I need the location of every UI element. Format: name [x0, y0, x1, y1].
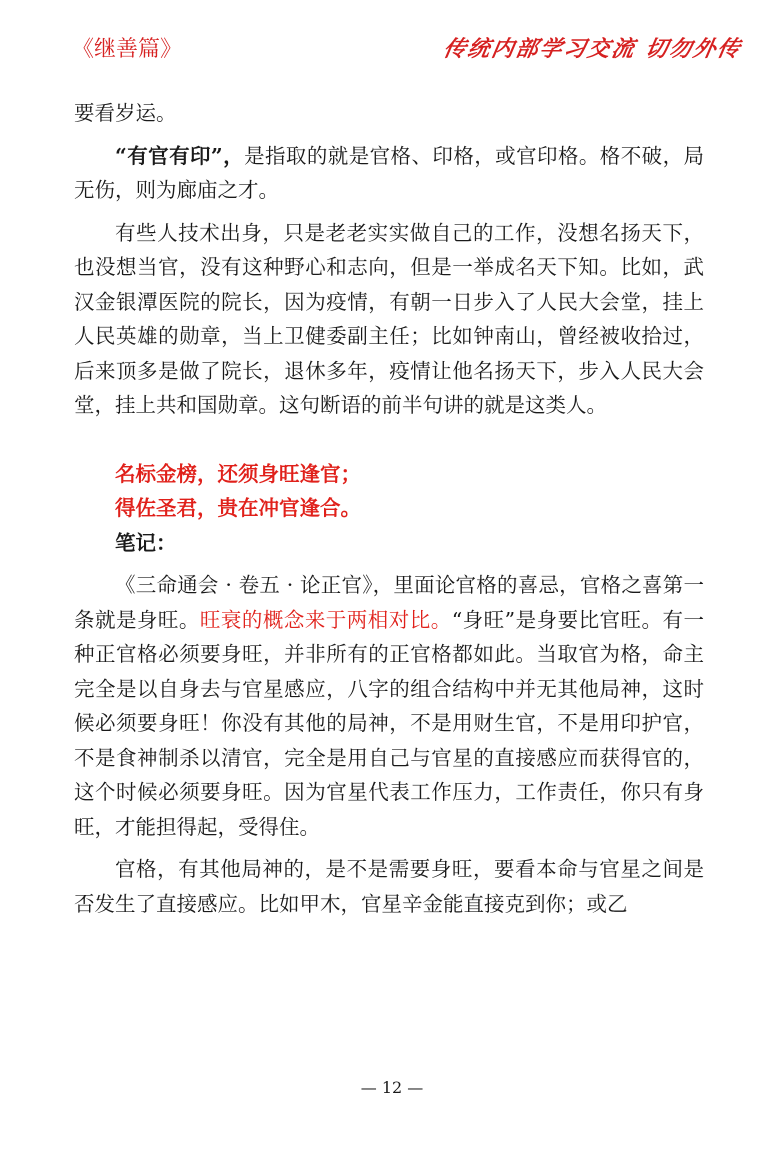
verse-line-1: 名标金榜，还须身旺逢官； [115, 461, 361, 486]
paragraph-text: 《三命通会 · 卷五 · 论正官》，里面论官格的喜忌，官格之喜第一条就是身旺。 [74, 573, 704, 632]
page-number: — 12 — [360, 1078, 424, 1097]
paragraph-examples: 有些人技术出身，只是老老实实做自己的工作，没想名扬天下，也没想当官，没有这种野心和志向，但是一举成名天下知。比如，武汉金银潭医院的院长，因为疫情，有朝一日步入了人民大会堂，挂上人民英雄的勋章，当上卫健委副主任；比如钟南山，曾经被收拾过，后来顶多是做了院长，退休多年，疫情让他名扬天下，步入人民大会堂，挂上共和国勋章。这句断语的前半句讲的就是这类人。 [74, 220, 704, 417]
highlighted-text: 旺衰的概念来于两相对比。 [199, 607, 452, 632]
paragraph-continuation: 要看岁运。 [74, 101, 177, 125]
header-slogan: 传统内部学习交流 切勿外传 [441, 36, 744, 62]
paragraph-text: “身旺”是身要比官旺。有一种正官格必须要身旺，并非所有的正官格都如此。当取官为格，命主完全是以自身去与官星感应，八字的组合结构中并无其他局神，这时候必须要身旺！你没有其他的局神，不是用财生官，不是用印护官，不是食神制杀以清官，完全是用自己与官星的直接感应而获得官的，这个时候必须要身旺。因为官星代表工作压力，工作责任，你只有身旺，才能担得起，受得住。 [74, 607, 704, 839]
paragraph-text: 是指取的就是官格、印格，或官印格。格不破，局无伤，则为廊庙之才。 [74, 143, 704, 202]
spacer [74, 423, 704, 457]
notes-heading: 笔记： [115, 530, 177, 555]
paragraph-official-pattern: 官格，有其他局神的，是不是需要身旺，要看本命与官星之间是否发生了直接感应。比如甲木，官星辛金能直接克到你；或乙 [74, 857, 704, 916]
verse-line-2: 得佐圣君，贵在冲官逢合。 [115, 496, 361, 520]
paragraph-notes [74, 568, 704, 844]
book-title: 《继善篇》 [72, 37, 183, 62]
paragraph-official-seal [74, 139, 704, 208]
key-phrase: “有官有印”， [115, 143, 245, 168]
page-body [74, 96, 704, 921]
